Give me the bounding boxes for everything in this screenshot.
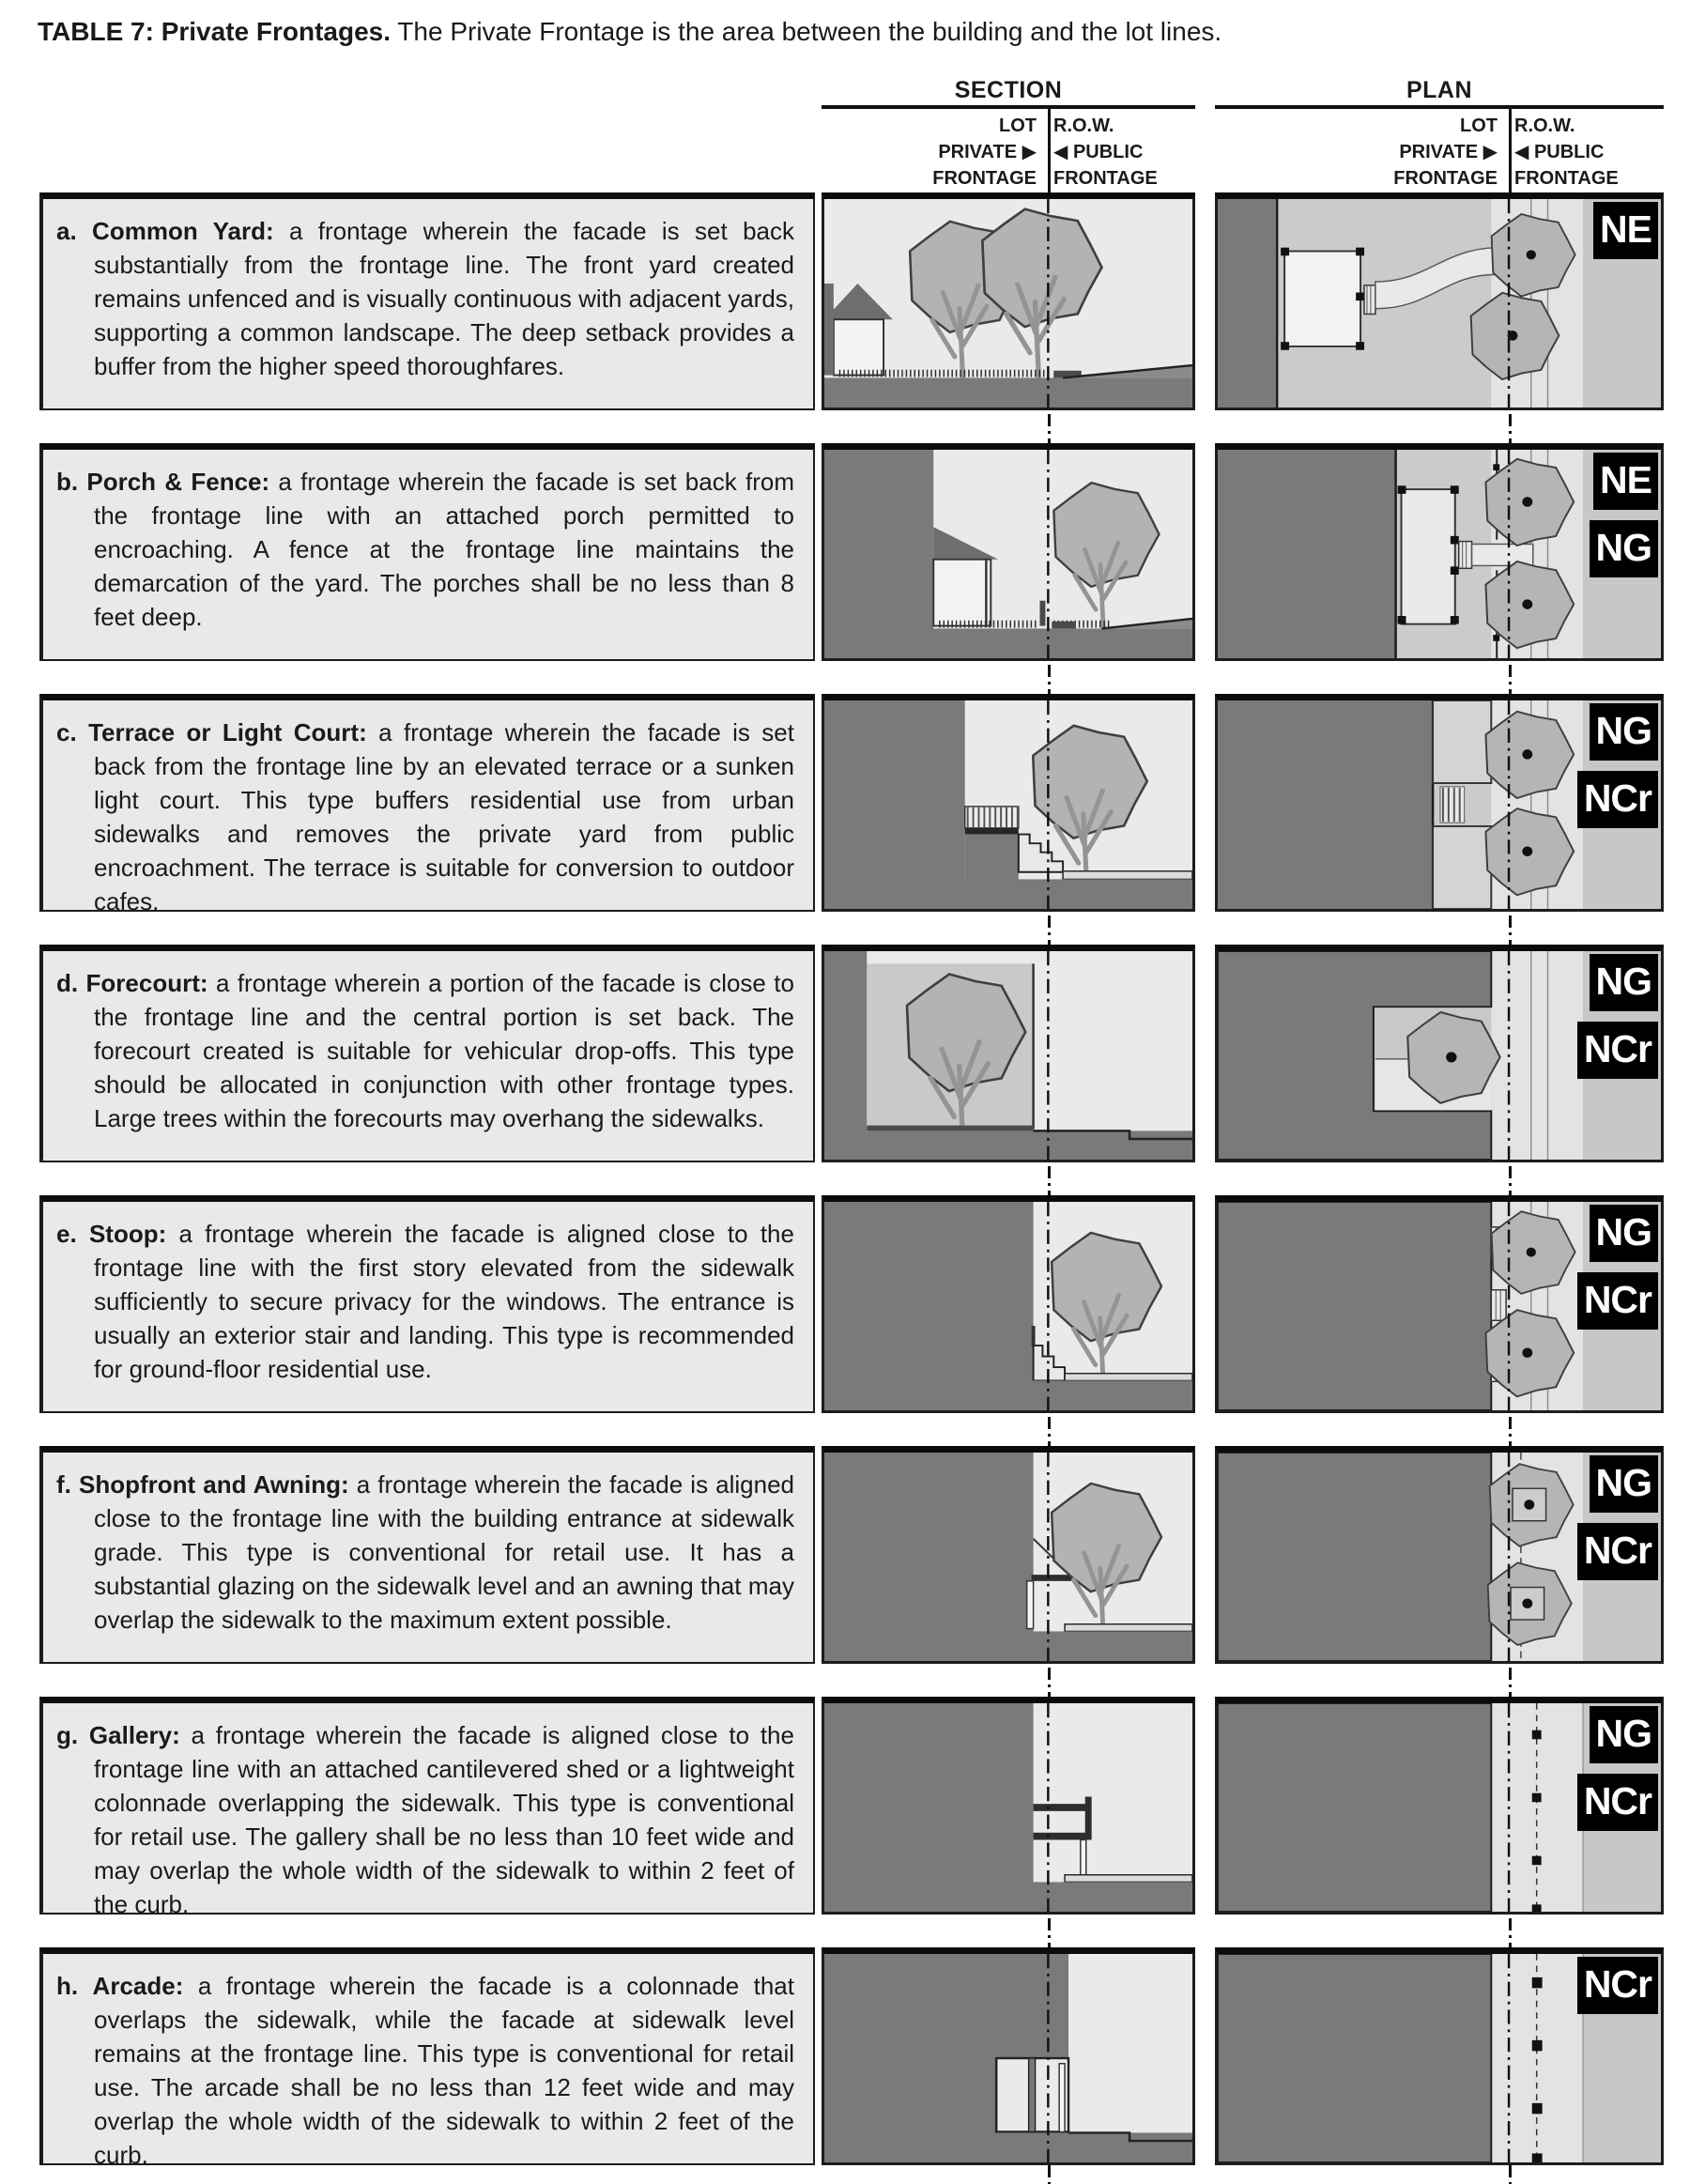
sidewalk	[1065, 1875, 1192, 1883]
frontage-description: a frontage wherein the facade is aligned close to the frontage line with the building entrance at sidewalk grade. This type is conventional for retail use. It has a substantial glazing on the sidewalk level and an awning that may overlap the sidewalk to the maximum extent possible.	[94, 1470, 794, 1634]
plan-diagram-shopfront	[1215, 1446, 1664, 1664]
lot-line-extension	[1509, 2165, 1512, 2184]
section-lot-row-divider	[1048, 109, 1051, 192]
frontage-description: a frontage wherein the facade is set back from the frontage line with an attached porch permitted to encroaching. A fence at the frontage line maintains the demarcation of the yard. The porches shall be no less than 8 feet deep.	[94, 468, 794, 631]
building	[1218, 1954, 1491, 2162]
building	[824, 1453, 1034, 1661]
lot-line-extension	[1509, 665, 1512, 694]
plan-lot-row-labels	[1215, 113, 1664, 192]
gallery-roof	[1034, 1804, 1091, 1811]
building	[1218, 450, 1396, 658]
building	[824, 1202, 1034, 1410]
road	[824, 1631, 1192, 1661]
terrace	[1433, 700, 1491, 783]
frontage-row-text-porch-fence	[39, 443, 815, 661]
plan-diagram-gallery	[1215, 1697, 1664, 1915]
frontage-name: Terrace or Light Court:	[88, 718, 367, 746]
lot-line-extension	[1048, 414, 1051, 443]
frontage-name: Common Yard:	[92, 217, 274, 245]
lot-line-extension	[1509, 1668, 1512, 1697]
zone-badges	[1577, 1706, 1658, 1831]
lot-line-extension	[1509, 1918, 1512, 1947]
building	[824, 450, 933, 658]
lot-line-extension	[1048, 915, 1051, 945]
public-label: ◀ PUBLIC	[1514, 142, 1605, 162]
public-label: ◀ PUBLIC	[1053, 142, 1144, 162]
frontage-row-text-shopfront	[39, 1446, 815, 1664]
gallery-floor	[1034, 1833, 1091, 1840]
section-diagram-stoop	[822, 1195, 1195, 1413]
house-wall	[834, 319, 883, 375]
sidewalk	[1065, 1624, 1192, 1632]
frontage-name: Gallery:	[88, 1721, 180, 1749]
plan-diagram-common-yard	[1215, 192, 1664, 410]
section-diagram-common-yard	[822, 192, 1195, 410]
zone-badge: NG	[1590, 954, 1659, 1011]
section-diagram-gallery	[822, 1697, 1195, 1915]
section-diagram-porch-fence	[822, 443, 1195, 661]
zone-badges	[1593, 202, 1658, 259]
row-label: R.O.W.	[1514, 115, 1575, 136]
building-footprint	[1284, 252, 1360, 346]
frontage-row-text-arcade	[39, 1947, 815, 2169]
frontage-description: a frontage wherein the facade is aligned close to the frontage line with an attached cantilevered shed or a lightweight colonnade overlapping the sidewalk. This type is conventional for retail use. The gallery shall be no less than 10 feet wide and may overlap the whole width of the sidewalk to within 2 feet of the curb.	[94, 1721, 794, 1918]
lot-line-extension	[1048, 1417, 1051, 1446]
road	[824, 377, 1192, 408]
arcade-column	[1029, 2058, 1036, 2131]
lot-label: LOT	[999, 115, 1037, 136]
frontage-name: Shopfront and Awning:	[78, 1470, 349, 1499]
zone-badge: NG	[1590, 1706, 1659, 1763]
section-diagram-forecourt	[822, 945, 1195, 1162]
road	[824, 2132, 1192, 2162]
building	[1218, 700, 1433, 909]
terrace-slab	[965, 828, 1019, 835]
lot-line-extension	[1048, 2165, 1051, 2184]
table-subtitle: The Private Frontage is the area between the building and the lot lines.	[391, 17, 1222, 46]
plan-diagram-forecourt	[1215, 945, 1664, 1162]
section-diagram-shopfront	[822, 1446, 1195, 1664]
fence	[1039, 601, 1045, 626]
zone-badges	[1577, 703, 1658, 828]
stoop-railing	[1032, 1326, 1036, 1346]
row-letter: f.	[56, 1470, 71, 1499]
porch	[933, 560, 991, 626]
lot-line-extension	[1509, 1417, 1512, 1446]
gallery-post	[1085, 1797, 1092, 1840]
zone-badge: NCr	[1577, 1957, 1658, 2014]
lot-line-extension	[1048, 1918, 1051, 1947]
sidewalk	[1065, 1374, 1192, 1381]
zone-badges	[1577, 1205, 1658, 1330]
page-title	[38, 17, 1652, 47]
frontage-name: Forecourt:	[85, 969, 208, 997]
lot-line-extension	[1048, 665, 1051, 694]
row-label: R.O.W.	[1053, 115, 1114, 136]
road	[824, 1882, 1192, 1912]
frontage-label: FRONTAGE	[1053, 168, 1158, 189]
zone-badge: NE	[1593, 453, 1658, 510]
frontage-name: Arcade:	[92, 1972, 184, 2000]
plan-diagram-stoop	[1215, 1195, 1664, 1413]
zone-badge: NG	[1590, 1205, 1659, 1262]
table-title: TABLE 7: Private Frontages.	[38, 17, 392, 46]
road	[824, 628, 1192, 658]
building	[1218, 1202, 1491, 1410]
lot-line-extension	[1048, 1668, 1051, 1697]
lot-line-extension	[1509, 1166, 1512, 1195]
adjacent-building	[1218, 199, 1277, 408]
frontage-name: Porch & Fence:	[86, 468, 270, 496]
section-header-rule	[822, 105, 1195, 109]
zone-badge: NG	[1590, 520, 1659, 577]
plan-column-header: PLAN	[1406, 77, 1473, 103]
zone-badge: NCr	[1577, 1272, 1658, 1330]
private-label: PRIVATE ▶	[1399, 142, 1498, 162]
sidewalk	[1063, 871, 1192, 880]
row-letter: d.	[56, 969, 79, 997]
arcade-column	[1059, 2064, 1065, 2132]
porch	[1402, 489, 1455, 624]
frontage-row-text-forecourt	[39, 945, 815, 1162]
zone-badges	[1590, 453, 1659, 577]
frontage-description: a frontage wherein a portion of the facade is close to the frontage line and the central portion is set back. The forecourt created is suitable for vehicular drop-offs. This type should be allocated in conjunction with other frontage types. Large trees within the forecourts may overhang the sidewalks.	[94, 969, 794, 1132]
section-diagram-terrace	[822, 694, 1195, 912]
section-diagram-arcade	[822, 1947, 1195, 2165]
road	[824, 1130, 1192, 1160]
frontage-description: a frontage wherein the facade is a colonnade that overlaps the sidewalk, while the facade at sidewalk level remains at the frontage line. This type is conventional for retail use. The arcade shall be no less than 12 feet wide and may overlap the whole width of the sidewalk to within 2 feet of the curb.	[94, 1972, 794, 2169]
zone-badge: NCr	[1577, 1523, 1658, 1580]
row-letter: b.	[56, 468, 79, 496]
building	[1218, 1703, 1491, 1912]
zone-badge: NCr	[1577, 771, 1658, 828]
zone-badge: NE	[1593, 202, 1658, 259]
row-letter: h.	[56, 1972, 79, 2000]
frontage-description: a frontage wherein the facade is set back substantially from the frontage line. The front yard created remains unfenced and is visually continuous with adjacent yards, supporting a common landscape. The deep setback provides a buffer from the higher speed thoroughfares.	[94, 217, 794, 380]
sidewalk	[1491, 951, 1583, 1160]
frontage-label: FRONTAGE	[1514, 168, 1619, 189]
frontage-label: FRONTAGE	[1393, 168, 1498, 189]
section-column-header: SECTION	[954, 77, 1063, 103]
frontage-name: Stoop:	[88, 1220, 167, 1248]
frontage-row-text-terrace	[39, 694, 815, 915]
plan-diagram-arcade	[1215, 1947, 1664, 2165]
lot-line-extension	[1509, 915, 1512, 945]
lot-line-extension	[1509, 414, 1512, 443]
plan-header-rule	[1215, 105, 1664, 109]
building	[824, 1703, 1034, 1912]
lot-label: LOT	[1460, 115, 1498, 136]
frontage-description: a frontage wherein the facade is aligned close to the frontage line with the first story elevated from the sidewalk sufficiently to secure privacy for the windows. The entrance is usually an exterior stair and landing. This type is recommended for ground-floor residential use.	[94, 1220, 794, 1383]
zone-badge: NG	[1590, 703, 1659, 761]
section-lot-row-labels	[822, 113, 1195, 192]
frontage-row-text-common-yard	[39, 192, 815, 410]
frontage-description: a frontage wherein the facade is set back from the frontage line by an elevated terrace or a sunken light court. This type buffers residential use from urban sidewalks and removes the private yard from public encroachment. The terrace is suitable for conversion to outdoor cafes.	[94, 718, 794, 915]
frontage-label: FRONTAGE	[932, 168, 1037, 189]
zone-badges	[1577, 1455, 1658, 1580]
row-letter: a.	[56, 217, 77, 245]
row-letter: c.	[56, 718, 77, 746]
shopfront-glazing	[1027, 1581, 1034, 1629]
lot-line-extension	[1048, 1166, 1051, 1195]
building-wing	[824, 951, 867, 1160]
zone-badges	[1577, 1957, 1658, 2014]
plan-diagram-terrace	[1215, 694, 1664, 912]
zone-badge: NG	[1590, 1455, 1659, 1513]
zone-badges	[1577, 954, 1658, 1079]
plan-lot-row-divider	[1509, 109, 1512, 192]
road	[824, 879, 1192, 909]
private-label: PRIVATE ▶	[938, 142, 1037, 162]
building	[1218, 1453, 1491, 1661]
building	[824, 700, 965, 909]
frontage-row-text-stoop	[39, 1195, 815, 1413]
plan-diagram-porch-fence	[1215, 443, 1664, 661]
row-letter: g.	[56, 1721, 79, 1749]
terrace	[1433, 826, 1491, 909]
row-letter: e.	[56, 1220, 77, 1248]
zone-badge: NCr	[1577, 1022, 1658, 1079]
frontage-row-text-gallery	[39, 1697, 815, 1918]
zone-badge: NCr	[1577, 1774, 1658, 1831]
road	[824, 1380, 1192, 1410]
